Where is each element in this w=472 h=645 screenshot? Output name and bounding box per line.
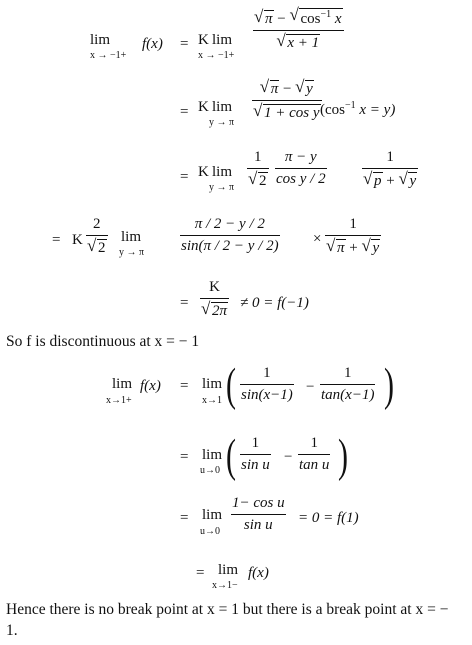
limit-subscript: x→1− — [212, 580, 238, 591]
fraction-denominator: √ 2 — [86, 239, 108, 256]
fraction-numerator: 1 — [251, 435, 260, 451]
fraction — [247, 150, 269, 189]
limit-operator: lim — [218, 562, 239, 578]
fraction-bar — [253, 30, 344, 31]
fraction-numerator: 1 — [254, 149, 262, 165]
result-expression: ≠ 0 = f(−1) — [240, 295, 309, 311]
function-expression: f(x) — [140, 378, 161, 394]
equals-sign: = — [180, 378, 189, 394]
fraction-bar — [298, 454, 330, 455]
fraction-denominator — [275, 34, 321, 51]
right-parenthesis: ) — [338, 430, 348, 483]
limit-subscript: x→1+ — [106, 395, 132, 406]
sqrt-symbol: √ x + 1 — [277, 34, 320, 51]
fraction-numerator: 1 — [386, 149, 394, 165]
constant-k: K — [198, 164, 209, 180]
fraction — [275, 150, 327, 187]
sqrt-symbol: √ π — [261, 80, 280, 97]
equals-sign: = — [180, 510, 189, 526]
limit-operator: lim — [121, 229, 142, 245]
limit-subscript: u→0 — [200, 465, 220, 476]
text-conclusion: Hence there is no break point at x = 1 but there is a break point at x = − 1. — [6, 601, 449, 639]
fraction — [253, 8, 344, 51]
equals-sign: = — [180, 36, 189, 52]
fraction — [362, 150, 418, 189]
function-expression: f(x) — [142, 36, 163, 52]
fraction-numerator: 1 — [349, 216, 357, 232]
right-parenthesis: ) — [384, 359, 394, 412]
sqrt-symbol: √ π — [255, 10, 274, 27]
fraction-bar — [240, 454, 271, 455]
fraction — [240, 436, 271, 473]
constant-k: K — [198, 99, 209, 115]
fraction-numerator: √ π − √ $\cos^{-1} x$ — [253, 8, 344, 27]
fraction — [325, 217, 381, 256]
function-expression: f(x) — [248, 565, 269, 581]
times-sign: × — [313, 231, 322, 247]
fraction — [86, 217, 108, 256]
left-parenthesis: ( — [226, 430, 236, 483]
fraction-bar — [275, 168, 327, 169]
limit-subscript: y → π — [209, 182, 235, 193]
equals-sign: = — [52, 232, 61, 248]
sqrt-symbol: √ $\cos^{-1} x$ — [290, 8, 342, 27]
substitution-note: ($\cos^{-1}$ x = y) — [320, 100, 396, 118]
fraction-numerator: K — [209, 279, 220, 295]
equals-sign: = — [180, 169, 189, 185]
fraction-numerator: π − y — [284, 149, 317, 165]
text-discontinuous-statement: So f is discontinuous at x = − 1 — [6, 333, 200, 350]
sqrt-symbol: √ y — [296, 80, 314, 97]
fraction — [320, 366, 375, 403]
fraction-denominator: tan(x−1) — [321, 387, 375, 403]
fraction-denominator: √ p + √ y — [362, 172, 418, 189]
limit-operator: lim — [212, 164, 233, 180]
limit-subscript: x → −1+ — [90, 50, 127, 61]
limit-operator: lim — [202, 376, 223, 392]
limit-subscript: u→0 — [200, 526, 220, 537]
minus-sign: − — [306, 379, 315, 395]
fraction-denominator: √ π + √ y — [325, 239, 381, 256]
fraction-denominator: cos y / 2 — [276, 171, 326, 187]
fraction-bar — [231, 514, 286, 515]
fraction-denominator: √ 2 — [247, 172, 269, 189]
fraction-denominator: sin u — [241, 457, 270, 473]
limit-subscript: x→1 — [202, 395, 222, 406]
fraction-denominator: tan u — [299, 457, 330, 473]
fraction — [200, 280, 229, 319]
minus-sign: − — [284, 449, 293, 465]
limit-subscript: y → π — [119, 247, 145, 258]
limit-operator: lim — [112, 376, 133, 392]
fraction-bar — [320, 384, 375, 385]
fraction-numerator: 1 — [310, 435, 318, 451]
limit-operator: lim — [90, 32, 111, 48]
limit-subscript: y → π — [209, 117, 235, 128]
limit-operator: lim — [202, 447, 223, 463]
fraction-numerator: 1− cos u — [232, 495, 285, 511]
fraction — [252, 80, 322, 121]
fraction-numerator: 1 — [263, 365, 271, 381]
equals-sign: = — [180, 449, 189, 465]
result-expression: = 0 = f(1) — [298, 510, 359, 526]
fraction-bar — [240, 384, 294, 385]
limit-operator: lim — [212, 99, 233, 115]
fraction-numerator: 1 — [343, 365, 352, 381]
sqrt-symbol: √ 1 + cos y — [254, 104, 321, 121]
fraction-numerator: 2 — [93, 216, 101, 232]
fraction-numerator: √ π − √ y — [259, 80, 315, 97]
fraction-denominator: sin u — [243, 517, 273, 533]
fraction-denominator: sin(x−1) — [241, 387, 293, 403]
constant-k: K — [72, 232, 83, 248]
fraction-bar — [180, 235, 280, 236]
fraction-denominator: sin(π / 2 − y / 2) — [181, 238, 279, 254]
equals-sign: = — [196, 565, 205, 581]
fraction — [180, 217, 280, 254]
limit-operator: lim — [202, 507, 223, 523]
equals-sign: = — [180, 104, 189, 120]
fraction — [240, 366, 294, 403]
equals-sign: = — [180, 295, 189, 311]
limit-subscript: x → −1+ — [198, 50, 235, 61]
fraction-denominator — [252, 104, 322, 121]
fraction-bar — [252, 100, 322, 101]
fraction — [231, 496, 286, 533]
constant-k: K — [198, 32, 209, 48]
fraction-denominator: √ 2π — [200, 302, 229, 319]
fraction — [298, 436, 330, 473]
left-parenthesis: ( — [226, 359, 236, 412]
limit-operator: lim — [212, 32, 233, 48]
fraction-numerator: π / 2 − y / 2 — [194, 216, 265, 232]
